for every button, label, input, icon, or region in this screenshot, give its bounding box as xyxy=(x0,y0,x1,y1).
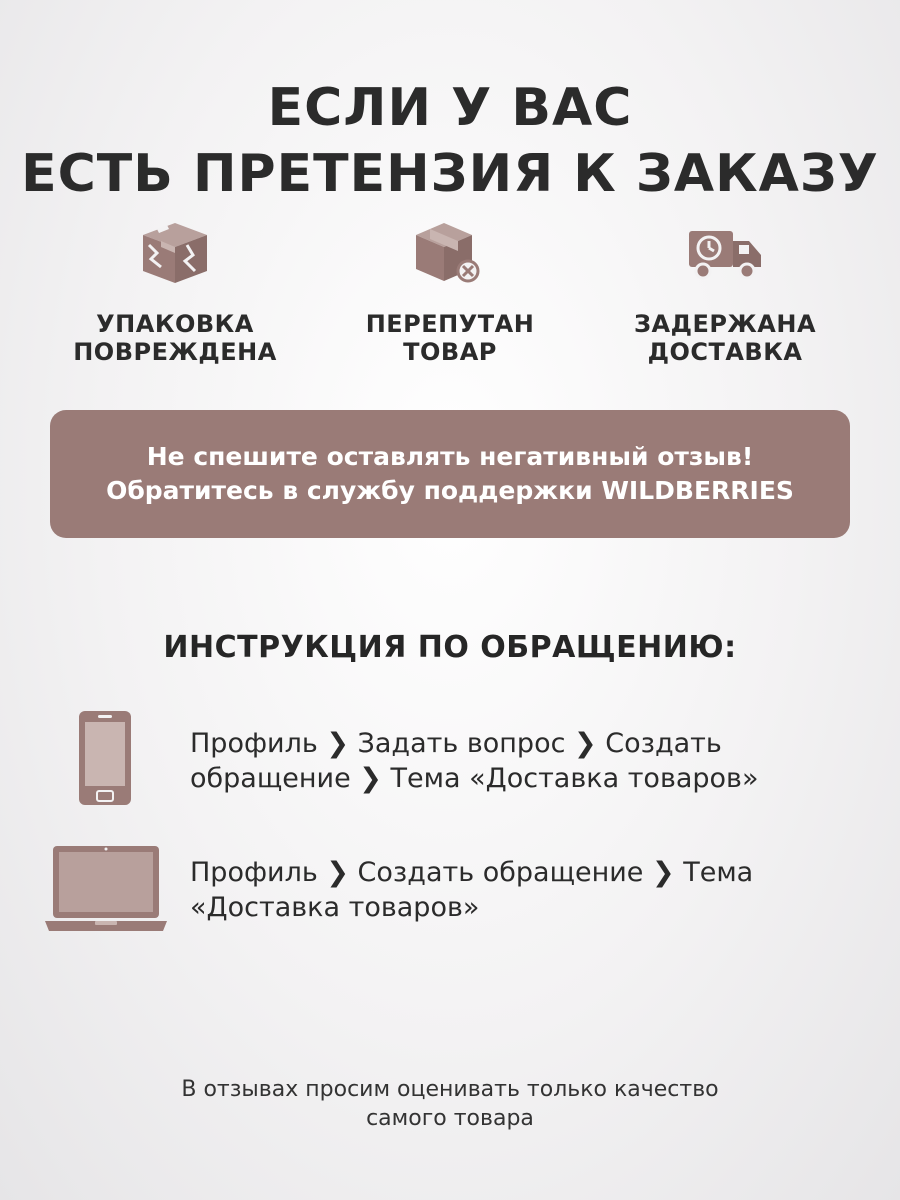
feature-label: УПАКОВКА ПОВРЕЖДЕНА xyxy=(73,310,277,366)
banner-line-1: Не спешите оставлять негативный отзыв! xyxy=(146,442,754,471)
title-line-2: ЕСТЬ ПРЕТЕНЗИЯ К ЗАКАЗУ xyxy=(21,144,879,204)
feature-delayed-delivery xyxy=(595,215,855,366)
delivery-truck-clock-icon xyxy=(685,215,765,290)
damaged-box-icon xyxy=(135,215,215,290)
smartphone-icon xyxy=(78,710,132,810)
feature-label: ПЕРЕПУТАН ТОВАР xyxy=(365,310,535,366)
instructions-title: ИНСТРУКЦИЯ ПО ОБРАЩЕНИЮ: xyxy=(163,630,737,665)
banner-line-2: Обратитесь в службу поддержки WILDBERRIES xyxy=(106,476,794,505)
support-banner xyxy=(50,410,850,538)
footer-note: В отзывах просим оценивать только качество самого товара xyxy=(181,1077,719,1131)
instruction-mobile xyxy=(0,710,900,810)
instruction-desktop-text: Профиль ❯ Создать обращение ❯ Тема «Доставка товаров» xyxy=(190,857,754,923)
wrong-box-icon xyxy=(410,215,490,290)
laptop-icon xyxy=(45,845,167,939)
instruction-mobile-text: Профиль ❯ Задать вопрос ❯ Создать обращение ❯ Тема «Доставка товаров» xyxy=(190,728,759,794)
feature-label: ЗАДЕРЖАНА ДОСТАВКА xyxy=(633,310,817,366)
title-line-1: ЕСЛИ У ВАС xyxy=(267,78,633,138)
page-title xyxy=(0,75,900,207)
feature-damaged-packaging xyxy=(45,215,305,366)
instruction-desktop xyxy=(0,845,900,945)
feature-wrong-item xyxy=(320,215,580,366)
